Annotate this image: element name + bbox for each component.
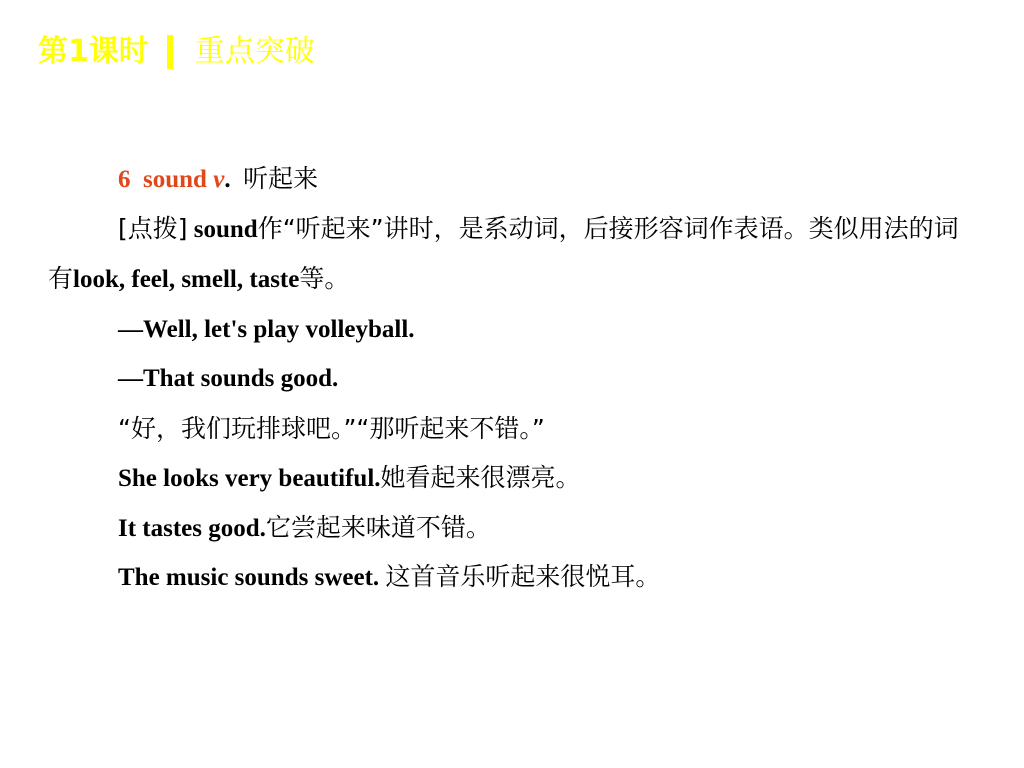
dialog-line-2: —That sounds good.	[118, 365, 339, 392]
note-tag: [点拨]	[118, 213, 188, 243]
entry-dot: .	[224, 166, 231, 193]
lesson-label: 第1课时	[38, 34, 149, 69]
header-separator	[167, 35, 173, 69]
example-1-en: She looks very beautiful.	[118, 465, 381, 492]
note-text-zh2: 等。	[299, 264, 350, 293]
entry-pos: v	[213, 166, 225, 193]
entry-number: 6	[118, 166, 131, 193]
example-3	[48, 552, 978, 602]
topic-label: 重点突破	[194, 34, 315, 69]
dialog-line-1: —Well, let's play volleyball.	[118, 315, 415, 343]
example-3-en: The music sounds sweet.	[118, 564, 386, 591]
note-text-en2: look, feel, smell, taste	[73, 266, 300, 293]
dialog-translation: “好，我们玩排球吧。”“那听起来不错。”	[118, 413, 545, 443]
example-2-zh: 它尝起来味道不错。	[265, 512, 491, 542]
entry-heading	[48, 154, 978, 204]
usage-note	[48, 204, 978, 305]
example-2	[48, 503, 978, 553]
slide-header	[38, 30, 315, 74]
slide-content	[48, 154, 978, 602]
note-text-en1: sound	[187, 215, 258, 243]
example-1	[48, 453, 978, 503]
entry-meaning: 听起来	[243, 164, 319, 193]
example-1-zh: 她看起来很漂亮。	[380, 463, 581, 492]
note-text-zh1: 作“听起来”讲时，是系动词，后接形容词作表语。类似用法的词有	[48, 213, 959, 293]
example-3-zh: 这首音乐听起来很悦耳。	[385, 562, 661, 591]
example-2-en: It tastes good.	[118, 514, 266, 542]
entry-word: sound	[143, 166, 207, 193]
